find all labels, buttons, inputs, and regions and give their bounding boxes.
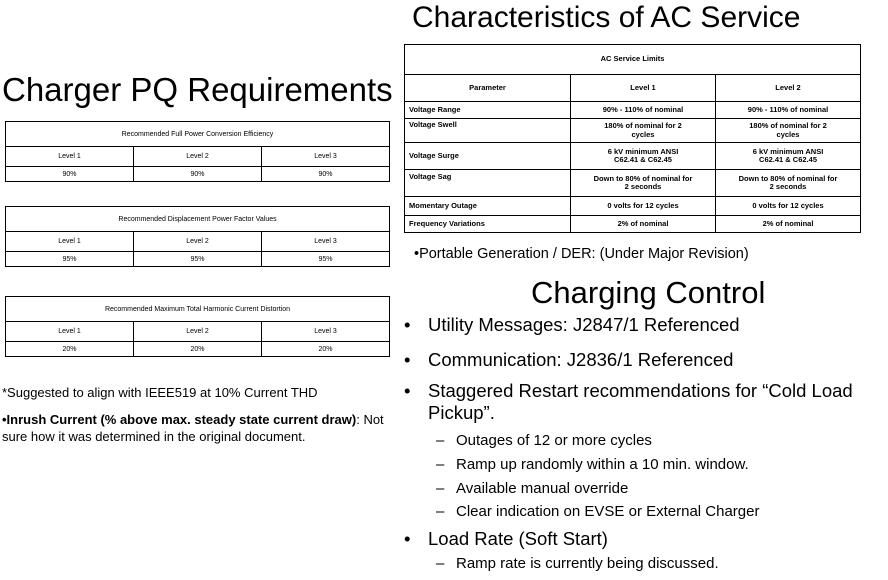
bullet-icon: • [404, 528, 411, 549]
table-row [405, 216, 861, 233]
table-cell: 2% of nominal [571, 216, 716, 233]
table-header: Level 3 [262, 322, 390, 342]
table-row [405, 143, 861, 170]
param-cell: Voltage Range [405, 102, 571, 119]
param-cell: Voltage Sag [405, 170, 571, 197]
param-cell: Voltage Swell [405, 119, 571, 143]
dash-icon: – [436, 503, 445, 520]
table-cell: 90% [262, 167, 390, 182]
efficiency-table-title: Recommended Full Power Conversion Efficiency [6, 122, 390, 147]
dash-icon: – [436, 555, 445, 572]
param-cell: Momentary Outage [405, 197, 571, 216]
charger-pq-title: Charger PQ Requirements [2, 71, 393, 108]
table-header: Level 2 [134, 147, 262, 167]
inrush-text: : Not sure how it was determined in the original document. [2, 412, 384, 444]
table-cell: 20% [134, 342, 262, 357]
table-header: Level 1 [571, 75, 716, 102]
inrush-label: •Inrush Current (% above max. steady state current draw) [2, 412, 357, 427]
table-cell: 90% - 110% of nominal [716, 102, 861, 119]
table-cell: 20% [6, 342, 134, 357]
table-cell: 90% [134, 167, 262, 182]
table-cell: 2% of nominal [716, 216, 861, 233]
table-cell: 0 volts for 12 cycles [571, 197, 716, 216]
sub-list-item: – Clear indication on EVSE or External Charger [436, 503, 760, 520]
table-cell: Down to 80% of nominal for 2 seconds [716, 170, 861, 197]
table-row [405, 119, 861, 143]
bullet-icon: • [404, 349, 411, 370]
table-header: Level 1 [6, 232, 134, 252]
table-cell: 95% [134, 252, 262, 267]
param-cell: Frequency Variations [405, 216, 571, 233]
table-cell: 180% of nominal for 2 cycles [716, 119, 861, 143]
table-header: Level 1 [6, 322, 134, 342]
table-row [405, 170, 861, 197]
table-row [405, 102, 861, 119]
ac-service-title: Characteristics of AC Service [412, 1, 801, 34]
table-header: Level 3 [262, 147, 390, 167]
ac-service-table-title: AC Service Limits [405, 45, 861, 75]
table-header: Level 2 [134, 232, 262, 252]
charging-control-title: Charging Control [531, 275, 766, 310]
power-factor-table-title: Recommended Displacement Power Factor Values [6, 207, 390, 232]
thd-note: *Suggested to align with IEEE519 at 10% Current THD [2, 385, 318, 400]
bullet-icon: • [404, 380, 411, 401]
table-header: Level 3 [262, 232, 390, 252]
table-cell: 6 kV minimum ANSI C62.41 & C62.45 [571, 143, 716, 170]
portable-generation-note: •Portable Generation / DER: (Under Major Revision) [414, 246, 749, 262]
table-cell: 180% of nominal for 2 cycles [571, 119, 716, 143]
table-cell: 90% - 110% of nominal [571, 102, 716, 119]
ac-service-table [404, 44, 861, 233]
table-header: Parameter [405, 75, 571, 102]
inrush-note [2, 411, 387, 445]
dash-icon: – [436, 480, 445, 497]
sub-list-item: – Ramp rate is currently being discussed. [436, 555, 719, 572]
table-cell: 95% [6, 252, 134, 267]
table-header: Level 1 [6, 147, 134, 167]
table-cell: 90% [6, 167, 134, 182]
dash-icon: – [436, 456, 445, 473]
table-cell: Down to 80% of nominal for 2 seconds [571, 170, 716, 197]
sub-list-item: – Available manual override [436, 480, 629, 497]
sub-list-item: – Outages of 12 or more cycles [436, 432, 652, 449]
table-cell: 0 volts for 12 cycles [716, 197, 861, 216]
dash-icon: – [436, 432, 445, 449]
table-header: Level 2 [134, 322, 262, 342]
bullet-icon: • [404, 314, 411, 335]
table-cell: 6 kV minimum ANSI C62.41 & C62.45 [716, 143, 861, 170]
param-cell: Voltage Surge [405, 143, 571, 170]
sub-list-item: – Ramp up randomly within a 10 min. window. [436, 456, 749, 473]
table-cell: 95% [262, 252, 390, 267]
table-row [405, 197, 861, 216]
thd-table-title: Recommended Maximum Total Harmonic Current Distortion [6, 297, 390, 322]
efficiency-table [5, 121, 390, 182]
table-header: Level 2 [716, 75, 861, 102]
thd-table [5, 296, 390, 357]
table-cell: 20% [262, 342, 390, 357]
power-factor-table [5, 206, 390, 267]
